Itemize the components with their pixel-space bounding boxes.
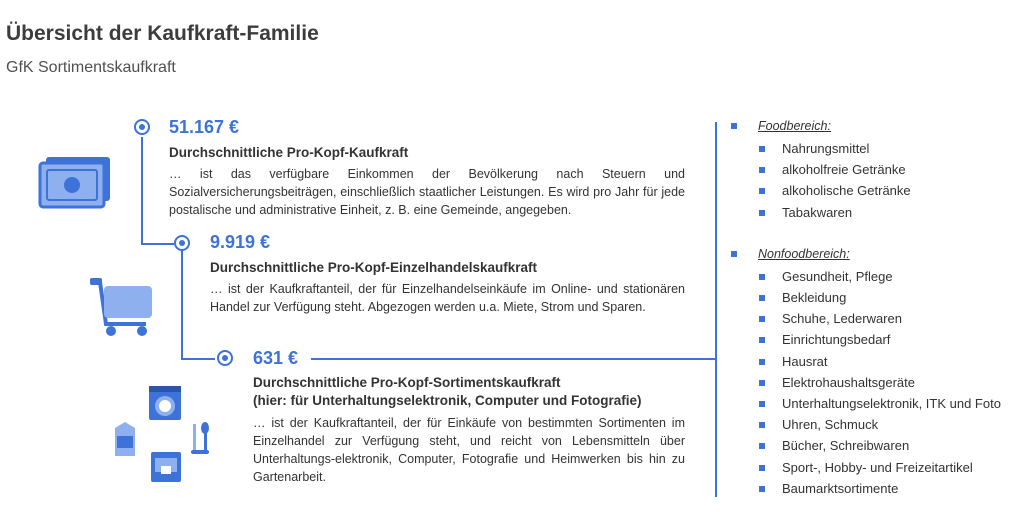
category-divider <box>715 122 717 497</box>
nonfood-category-list <box>732 266 1022 499</box>
list-item: alkoholische Getränke <box>732 180 1022 201</box>
list-item: Sport-, Hobby- und Freizeitartikel <box>732 457 1022 478</box>
list-item: Bekleidung <box>732 287 1022 308</box>
level-marker <box>174 235 190 251</box>
list-item: alkoholfreie Getränke <box>732 159 1022 180</box>
list-item: Tabakwaren <box>732 202 1022 223</box>
list-item: Hausrat <box>732 351 1022 372</box>
level-description: … ist der Kaufkraftanteil, der für Einkäufe von bestimmten Sortimenten im Einzelhandel zur Verfügung steht, und reicht von Lebensmitteln über Unterhaltungs-elektronik, Computer, Fotografie und Heimwerken bis hin zu Gartenarbeit. <box>253 416 685 484</box>
level-description: … ist das verfügbare Einkommen der Bevölkerung nach Steuern und Sozialversicherungsbeiträgen, einschließlich staatlicher Leistungen. Es wird pro Jahr für jede postalische und administrative Einheit, z. B. eine Gemeinde, angegeben. <box>169 167 685 217</box>
list-item: Einrichtungsbedarf <box>732 329 1022 350</box>
list-item: Unterhaltungselektronik, ITK und Foto <box>732 393 1022 414</box>
level-heading-note: (hier: für Unterhaltungselektronik, Computer und Fotografie) <box>253 393 642 408</box>
page-title: Übersicht der Kaufkraft-Familie <box>6 22 319 45</box>
connector-line <box>141 137 143 244</box>
list-item: Schuhe, Lederwaren <box>732 308 1022 329</box>
level-marker <box>217 350 233 366</box>
list-item: Bücher, Schreibwaren <box>732 435 1022 456</box>
nonfood-category-title <box>732 246 1022 266</box>
connector-line <box>181 251 183 359</box>
household-goods-icon <box>113 384 217 484</box>
connector-line <box>181 358 215 360</box>
level-amount: 631 € <box>253 348 299 368</box>
level-marker <box>134 119 150 135</box>
level-heading: Durchschnittliche Pro-Kopf-Kaufkraft <box>169 145 409 160</box>
level-heading: Durchschnittliche Pro-Kopf-Einzelhandelskaufkraft <box>210 260 538 275</box>
list-item: Elektrohaushaltsgeräte <box>732 372 1022 393</box>
level-amount: 51.167 € <box>169 117 240 137</box>
list-item: Nahrungsmittel <box>732 138 1022 159</box>
list-item: Uhren, Schmuck <box>732 414 1022 435</box>
connector-line <box>311 358 716 360</box>
food-category-title <box>732 118 1022 138</box>
level-description: … ist der Kaufkraftanteil, der für Einzelhandelseinkäufe im Online- und stationären Handel zur Verfügung steht. Abgezogen werden u.a. Miete, Strom und Sparen. <box>210 282 685 314</box>
nonfood-category-label: Nonfoodbereich: <box>758 246 850 261</box>
food-category-label: Foodbereich: <box>758 119 831 133</box>
level-heading: Durchschnittliche Pro-Kopf-Sortimentskaufkraft <box>253 375 561 390</box>
list-item: Baumarktsortimente <box>732 478 1022 499</box>
shopping-cart-icon <box>90 276 156 338</box>
connector-line <box>141 243 174 245</box>
level-amount: 9.919 € <box>210 232 271 252</box>
page-subtitle: GfK Sortimentskaufkraft <box>6 59 176 76</box>
category-panel <box>732 118 1022 499</box>
food-category-list <box>732 138 1022 223</box>
list-item: Gesundheit, Pflege <box>732 266 1022 287</box>
money-icon <box>38 155 112 209</box>
